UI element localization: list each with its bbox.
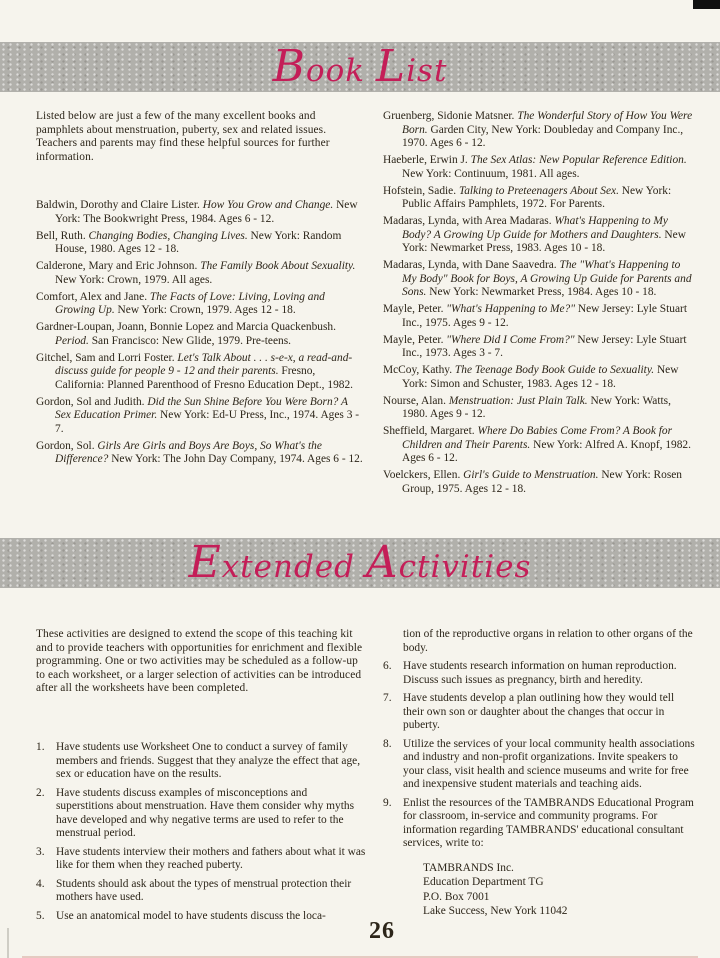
extended-activities-intro: These activities are designed to extend the scope of this teaching kit and to provide teachers with opportunities for enrichment and flexible programming. One or two activities may be scheduled as a follow-up to each worksheet, or a larger selection of activities can be introduced after all the worksheets have been completed. [36, 628, 363, 694]
book-entry: Madaras, Lynda, with Dane Saavedra. The "What's Happening to My Body" Book for Boys, A Growing Up Guide for Parents and Sons. New York: Newmarket Press, 1984. Ages 10 - 18. [383, 259, 692, 298]
activity-item: 4. Students should ask about the types of menstrual protection their mothers have used. [36, 877, 352, 903]
book-entry: Mayle, Peter. "What's Happening to Me?" New Jersey: Lyle Stuart Inc., 1975. Ages 9 - 12. [383, 303, 687, 329]
activity-item: 3. Have students interview their mothers and fathers about what it was like for them when they reached puberty. [36, 845, 366, 871]
activity-item: 9. Enlist the resources of the TAMBRANDS Educational Program for classroom, in-service and community programs. For information regarding TAMBRANDS' educational consultant services, write to: [383, 796, 694, 849]
activity-item: 7. Have students develop a plan outlining how they would tell their own son or daughter about the changes that occur in puberty. [383, 692, 675, 731]
book-entry: Gardner-Loupan, Joann, Bonnie Lopez and Marcia Quackenbush. Period. San Francisco: New Glide, 1979. Pre-teens. [36, 321, 336, 347]
book-entry: Hofstein, Sadie. Talking to Preteenagers About Sex. New York: Public Affairs Pamphlets, 1972. For Parents. [383, 184, 672, 210]
page-number: 26 [369, 918, 395, 944]
book-entry: Calderone, Mary and Eric Johnson. The Family Book About Sexuality. New York: Crown, 1979. All ages. [36, 260, 356, 286]
book-entry: Gitchel, Sam and Lorri Foster. Let's Talk About . . . s-e-x, a read-and-discuss guide for people 9 - 12 and their parents. Fresno, California: Planned Parenthood of Fresno Education Dept., 1982. [36, 351, 353, 391]
address-line: TAMBRANDS Inc. [423, 861, 514, 874]
activities-list-right [383, 628, 697, 919]
activity-item: 6. Have students research information on human reproduction. Discuss such issues as pregnancy, birth and heredity. [383, 660, 677, 686]
book-entry: Gruenberg, Sidonie Matsner. The Wonderful Story of How You Were Born. Garden City, New York: Doubleday and Company Inc., 1970. Ages 6 - 12. [383, 110, 693, 149]
scan-corner-mark [693, 0, 720, 9]
book-entry: Baldwin, Dorothy and Claire Lister. How You Grow and Change. New York: The Bookwright Press, 1984. Ages 6 - 12. [36, 199, 358, 225]
book-entry: Voelckers, Ellen. Girl's Guide to Menstruation. New York: Rosen Group, 1975. Ages 12 - 18. [383, 469, 683, 495]
address-line: Education Department TG [423, 876, 544, 888]
activity-item: 2. Have students discuss examples of misconceptions and superstitions about menstruation. Have them consider why myths have developed and why negative terms are used to refer to the menstrual period. [36, 786, 355, 839]
activities-list-left [36, 741, 366, 928]
activity-item: 5. Use an anatomical model to have students discuss the loca- [36, 909, 326, 922]
book-list-title: Book List [272, 40, 448, 92]
address-line: P.O. Box 7001 [423, 890, 490, 903]
book-entry: Nourse, Alan. Menstruation: Just Plain Talk. New York: Watts, 1980. Ages 9 - 12. [383, 394, 671, 420]
book-entry: Gordon, Sol and Judith. Did the Sun Shine Before You Were Born? A Sex Education Primer. New York: Ed-U Press, Inc., 1974. Ages 3 - 7. [36, 395, 360, 435]
book-list-right-column [383, 110, 695, 500]
extended-activities-title: Extended Activities [188, 536, 532, 588]
book-list-intro: Listed below are just a few of the many excellent books and pamphlets about menstruation, puberty, sex and related issues. Teachers and parents may find these helpful sources for further information. [36, 110, 330, 163]
book-entry: McCoy, Kathy. The Teenage Body Book Guide to Sexuality. New York: Simon and Schuster, 1983. Ages 12 - 18. [383, 364, 679, 390]
extended-activities-banner [0, 538, 720, 588]
activity-item: 8. Utilize the services of your local community health associations and industry and non-profit organizations. Invite speakers to your class, visit health and science museums and write for free and inexpensive student materials and teaching aids. [383, 737, 695, 790]
book-entry: Madaras, Lynda, with Area Madaras. What's Happening to My Body? A Growing Up Guide for Mothers and Daughters. New York: Newmarket Press, 1983. Ages 10 - 18. [383, 215, 686, 254]
book-entry: Comfort, Alex and Jane. The Facts of Love: Living, Loving and Growing Up. New York: Crown, 1979. Ages 12 - 18. [36, 290, 325, 316]
activity-item: 1. Have students use Worksheet One to conduct a survey of family members and friends. Suggest that they analyze the effect that age, sex or education have on the results. [36, 741, 361, 780]
address-line: Lake Success, New York 11042 [423, 905, 568, 917]
book-entry: Bell, Ruth. Changing Bodies, Changing Lives. New York: Random House, 1980. Ages 12 - 18. [36, 229, 342, 255]
book-list-banner [0, 42, 720, 92]
address-block [383, 861, 697, 919]
book-entry: Haeberle, Erwin J. The Sex Atlas: New Popular Reference Edition. New York: Continuum, 1981. All ages. [383, 154, 687, 180]
book-entry: Gordon, Sol. Girls Are Girls and Boys Are Boys, So What's the Difference? New York: The John Day Company, 1974. Ages 6 - 12. [36, 439, 363, 465]
activities-right-items [383, 660, 697, 851]
book-list-left-column [36, 199, 366, 470]
scan-edge-line [7, 928, 9, 958]
book-entry: Sheffield, Margaret. Where Do Babies Come From? A Book for Children and Their Parents. New York: Alfred A. Knopf, 1982. Ages 6 - 12. [383, 425, 691, 464]
book-entry: Mayle, Peter. "Where Did I Come From?" New Jersey: Lyle Stuart Inc., 1973. Ages 3 - 7. [383, 333, 687, 359]
activity-continuation: tion of the reproductive organs in relation to other organs of the body. [403, 628, 693, 654]
